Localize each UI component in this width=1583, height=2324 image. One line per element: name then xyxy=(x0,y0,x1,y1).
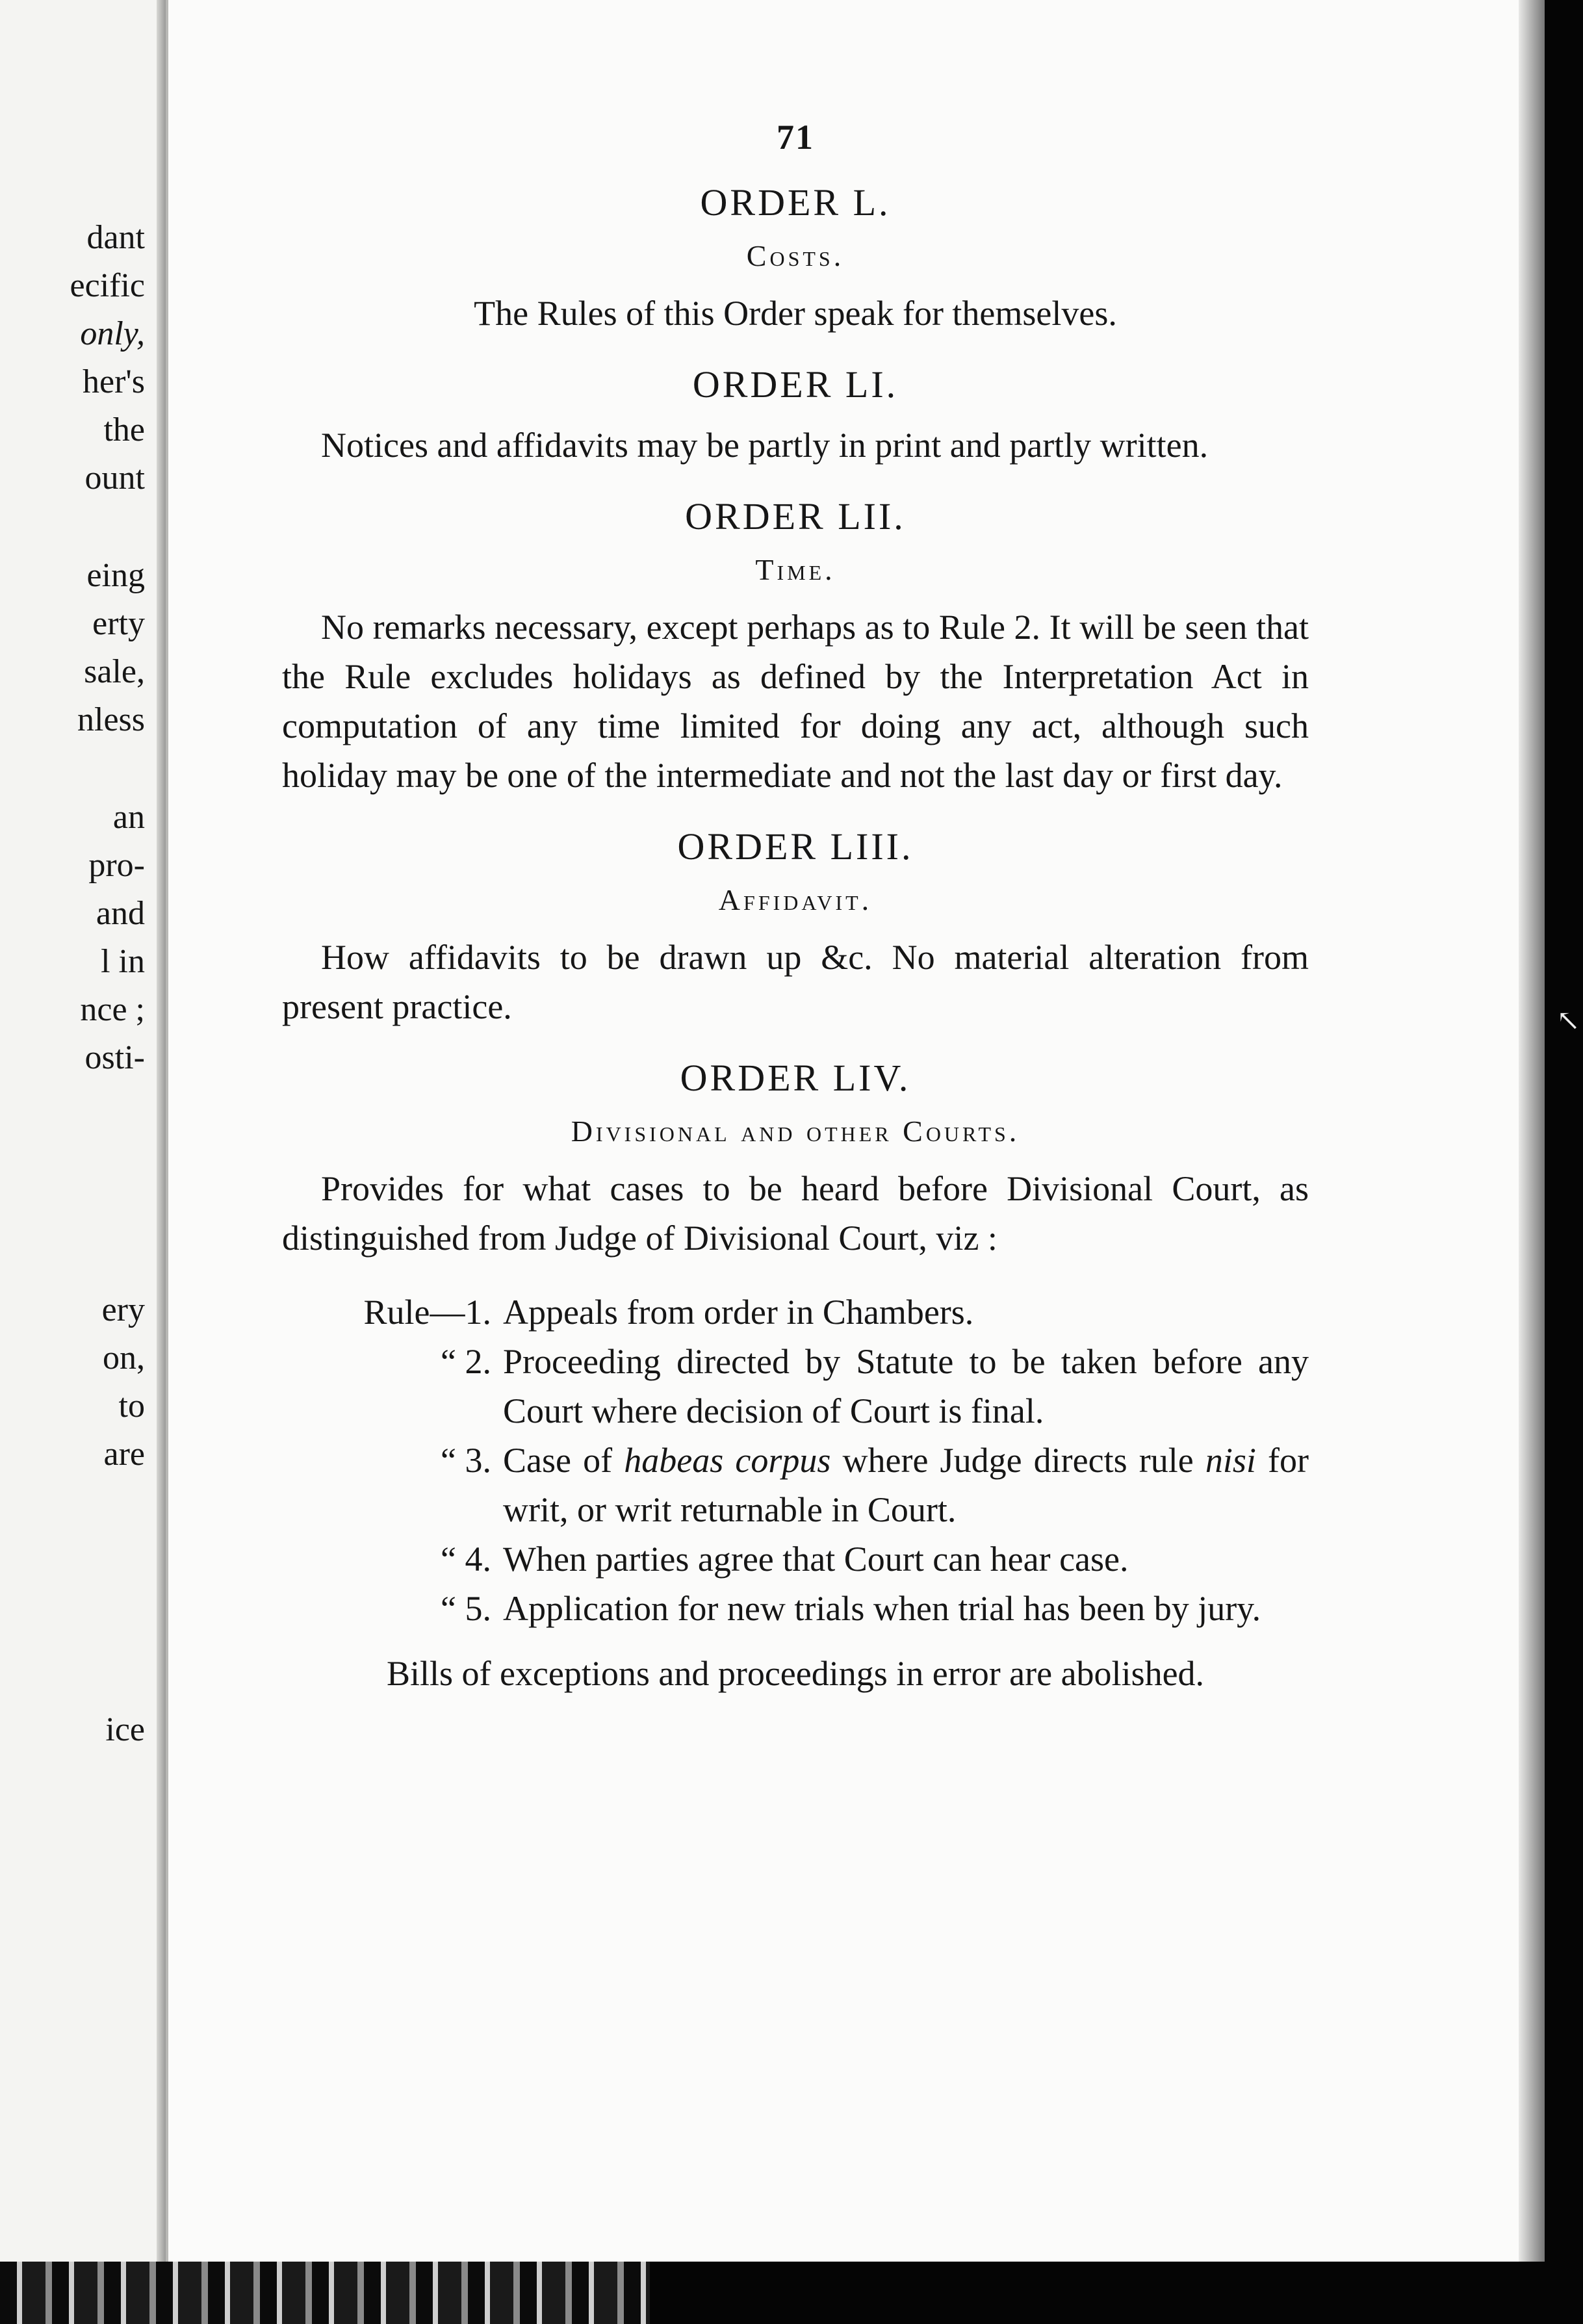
facing-page-word: l in xyxy=(101,943,145,980)
facing-page-word: and xyxy=(96,895,145,932)
order-section xyxy=(282,181,1309,338)
rule-item xyxy=(282,1337,1309,1436)
order-paragraph: Notices and affidavits may be partly in print and partly written. xyxy=(321,426,1209,465)
rule-item xyxy=(282,1287,1309,1337)
rule-text-part: for writ, or writ returnable in Court. xyxy=(503,1441,1309,1529)
scan-bottom-mask xyxy=(650,2262,1583,2324)
facing-page-word: ecific xyxy=(70,267,145,304)
facing-page-word: eing xyxy=(86,557,145,594)
rule-text: Appeals from order in Chambers. xyxy=(503,1293,974,1332)
rule-text-part: Case of xyxy=(503,1441,624,1480)
rule-item xyxy=(282,1584,1309,1633)
facing-page-word: erty xyxy=(92,605,145,642)
facing-page-word: to xyxy=(118,1388,145,1425)
document-page xyxy=(166,0,1519,2262)
order-title: ORDER LI. xyxy=(692,363,899,406)
facing-page-fragment xyxy=(0,0,166,2262)
order-paragraph: Provides for what cases to be heard before Divisional Court, as distinguished from Judge of Divisional Court, viz : xyxy=(282,1169,1309,1258)
page-edge-shadow xyxy=(1519,0,1545,2262)
facing-page-word: nless xyxy=(77,701,145,738)
facing-page-word: nce ; xyxy=(80,991,145,1028)
facing-page-word: only, xyxy=(80,315,145,352)
order-subtitle: Time. xyxy=(755,553,836,586)
facing-page-word: ount xyxy=(84,459,145,497)
rule-text xyxy=(503,1436,1309,1534)
order-title: ORDER L. xyxy=(700,181,891,224)
facing-page-word: the xyxy=(103,411,145,448)
order-paragraph: No remarks necessary, except perhaps as to Rule 2. It will be seen that the Rule excludes holidays as defined by the Interpretation Act in computation of any time limited for doing any act, although such holiday may be one of the intermediate and not the last day or first day. xyxy=(282,608,1309,795)
rule-text: Proceeding directed by Statute to be taken before any Court where decision of Court is final. xyxy=(503,1342,1309,1430)
rule-text-italic: nisi xyxy=(1205,1441,1256,1480)
rule-number: “ 4. xyxy=(441,1540,491,1579)
facing-page-word: dant xyxy=(86,219,145,256)
order-subtitle: Divisional and other Courts. xyxy=(571,1115,1020,1148)
order-paragraph: How affidavits to be drawn up &c. No material alteration from present practice. xyxy=(282,938,1309,1026)
page-number: 71 xyxy=(777,118,814,157)
scan-bottom-edge xyxy=(0,2262,1583,2324)
rule-item xyxy=(282,1534,1309,1584)
scan-speck: ↖ xyxy=(1556,1005,1580,1037)
rule-text-part: where Judge directs rule xyxy=(830,1441,1205,1480)
order-subtitle: Affidavit. xyxy=(718,883,873,916)
rule-text: Application for new trials when trial has been by jury. xyxy=(503,1589,1261,1628)
order-section xyxy=(282,363,1309,470)
facing-page-word: her's xyxy=(82,363,145,400)
rule-number: “ 5. xyxy=(441,1589,491,1628)
order-section xyxy=(282,825,1309,1031)
rule-number: “ 3. xyxy=(441,1441,491,1480)
facing-page-word: sale, xyxy=(84,653,145,690)
page-content xyxy=(282,117,1309,1723)
order-paragraph: The Rules of this Order speak for themselves. xyxy=(474,294,1117,333)
rule-text-italic: habeas corpus xyxy=(624,1441,831,1480)
rule-list xyxy=(282,1287,1309,1633)
facing-page-word: on, xyxy=(103,1339,145,1376)
rule-text: When parties agree that Court can hear case. xyxy=(503,1540,1129,1579)
order-subtitle: Costs. xyxy=(746,239,845,272)
facing-page-word: an xyxy=(112,799,145,836)
rule-number: “ 2. xyxy=(441,1342,491,1381)
rule-number: Rule—1. xyxy=(363,1293,491,1332)
facing-page-word: ery xyxy=(101,1291,145,1328)
rule-item xyxy=(282,1436,1309,1534)
closing-paragraph: Bills of exceptions and proceedings in error are abolished. xyxy=(386,1654,1205,1693)
order-section xyxy=(282,495,1309,800)
facing-page-word: osti- xyxy=(84,1039,145,1076)
book-gutter xyxy=(157,0,166,2262)
facing-page-word: ice xyxy=(105,1711,145,1748)
facing-page-word: pro- xyxy=(88,847,145,884)
facing-page-word: are xyxy=(103,1436,145,1473)
order-title: ORDER LII. xyxy=(685,495,906,537)
order-title: ORDER LIII. xyxy=(677,825,914,868)
order-section xyxy=(282,1056,1309,1698)
order-title: ORDER LIV. xyxy=(680,1057,911,1099)
